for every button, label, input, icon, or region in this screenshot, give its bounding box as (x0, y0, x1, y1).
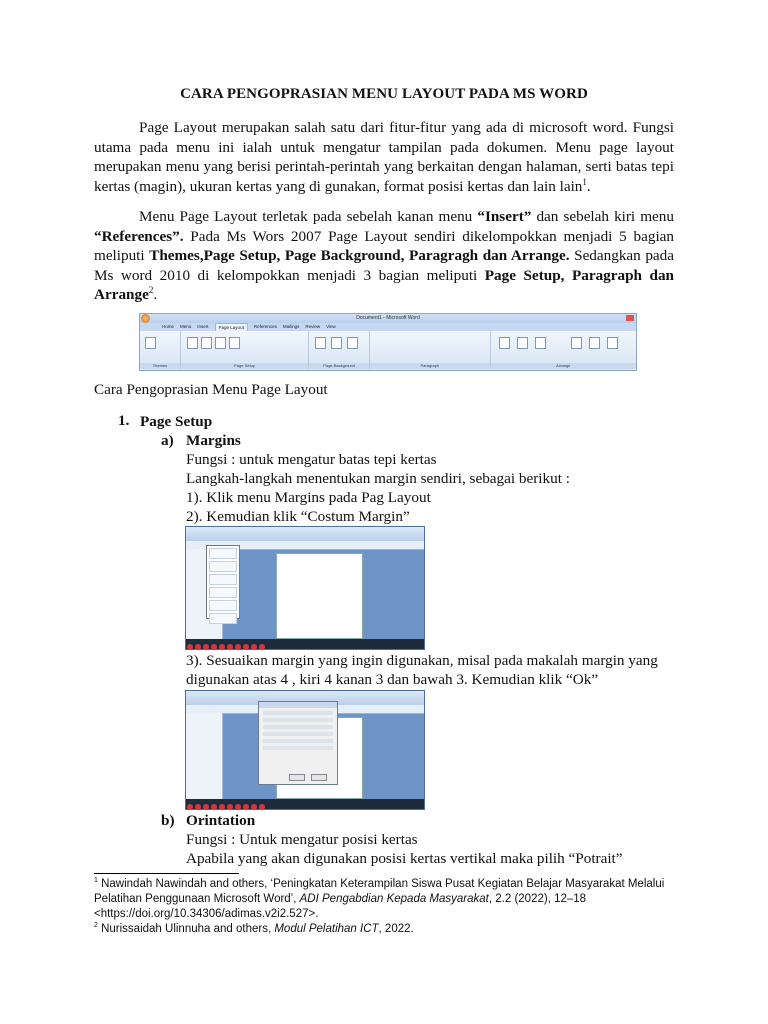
margins-line-1: Fungsi : untuk mengatur batas tepi kertas (186, 451, 437, 468)
groups-2010-term: Page Setup, Paragraph dan Arrange (94, 266, 674, 303)
sublist-marker-a: a) (161, 432, 174, 449)
orientation-icon (201, 337, 212, 349)
ribbon-group-themes: Themes (140, 331, 181, 369)
ribbon-tab: Menu (180, 324, 192, 329)
ribbon-tab: Review (305, 324, 321, 329)
sublist-label-margins: Margins (186, 432, 241, 449)
ribbon-tab: Mailings (282, 324, 300, 329)
screenshot-titlebar (186, 527, 424, 541)
ribbon-title-bar (140, 314, 636, 323)
section-heading: Cara Pengoprasian Menu Page Layout (94, 381, 328, 398)
list-number-1: 1. (118, 412, 130, 429)
page-color-icon (331, 337, 342, 349)
orientation-line-2: Apabila yang akan digunakan posisi kertas vertikal maka pilih “Potrait” (186, 850, 623, 867)
watermark-icon (315, 337, 326, 349)
themes-icon (145, 337, 156, 349)
margins-dropdown-screenshot (185, 526, 425, 650)
paragraph-intro-text: Page Layout merupakan salah satu dari fitur-fitur yang ada di microsoft word. Fungsi utama pada menu ini ialah untuk mengatur tampilan pada dokumen. Menu page layout merupakan menu yang berisi perintah-perintah yang berkaitan dengan halaman, serti batas tepi kertas (magin), ukuran kertas yang di gunakan, format posisi kertas dan lain lain (94, 119, 674, 195)
insert-term: “Insert” (477, 208, 532, 225)
page-borders-icon (347, 337, 358, 349)
size-icon (215, 337, 226, 349)
margins-dropdown (206, 545, 240, 619)
sublist-marker-b: b) (161, 812, 175, 829)
rotate-icon (607, 337, 618, 349)
ribbon-tab: References (253, 324, 277, 329)
page-setup-dialog-screenshot (185, 690, 425, 810)
footnote-separator (94, 873, 239, 874)
paragraph-location: Menu Page Layout terletak pada sebelah kanan menu “Insert” dan sebelah kiri menu “References”. Pada Ms Wors 2007 Page Layout sendiri dikelompokkan menjadi 5 bagian meliputi Themes,Page Setup, Page Background, Paragragh dan Arrange. Sedangkan pada Ms word 2010 di kelompokkan menjadi 3 bagian meliputi Page Setup, Paragraph dan Arrange$^2$. (94, 208, 674, 303)
columns-icon (229, 337, 240, 349)
ribbon-group-arrange: Arrange (491, 331, 636, 369)
ribbon-group-page-setup: Page Setup (181, 331, 309, 369)
sublist-label-orientation: Orintation (186, 812, 256, 829)
footnote-ref-1[interactable]: 1 (582, 176, 587, 187)
ribbon-tab-active: Page Layout (215, 323, 248, 331)
footnote-ref-2[interactable]: 2 (148, 284, 154, 295)
screenshot-taskbar (186, 639, 424, 649)
dialog-ok-button (289, 774, 305, 781)
margins-line-5: 3). Sesuaikan margin yang ingin digunakan, misal pada makalah margin yang digunakan atas 4 , kiri 4 kanan 3 dan bawah 3. Kemudian klik “Ok” (186, 652, 658, 688)
references-term: “References”. (94, 227, 184, 245)
office-button-icon (141, 314, 150, 323)
ribbon-group-paragraph: Paragraph (370, 331, 491, 369)
dialog-cancel-button (311, 774, 327, 781)
group-icon (589, 337, 600, 349)
list-label-page-setup: Page Setup (140, 413, 213, 430)
footnote-2: $^2$ Nurissaidah Ulinnuha and others, Modul Pelatihan ICT, 2022. (94, 922, 414, 935)
ribbon-window-title: Document1 - Microsoft Word (356, 315, 420, 321)
groups-2007-term: Themes,Page Setup, Page Background, Paragragh dan Arrange. (149, 247, 570, 264)
send-back-icon (535, 337, 546, 349)
ribbon-tab: Insert (197, 324, 209, 329)
ribbon-screenshot (139, 313, 637, 371)
margins-line-4: 2). Kemudian klik “Costum Margin” (186, 508, 410, 525)
bring-front-icon (517, 337, 528, 349)
close-window-icon (626, 315, 634, 321)
ribbon-tab: View (326, 324, 336, 329)
footnote-1: $^1$ Nawindah Nawindah and others, ‘Peningkatan Keterampilan Siswa Pusat Kegiatan Belajar Masyarakat Melalui Pelatihan Penggunaan Microsoft Word’, ADI Pengabdian Kepada Masyarakat, 2.2 (2022), 12–18 <https://doi.org/10.34306/adimas.v2i2.527>. (94, 877, 665, 920)
orientation-line-1: Fungsi : Untuk mengatur posisi kertas (186, 831, 418, 848)
paragraph-intro: Page Layout merupakan salah satu dari fitur-fitur yang ada di microsoft word. Fungsi utama pada menu ini ialah untuk mengatur tampilan pada dokumen. Menu page layout merupakan menu yang berisi perintah-perintah yang berkaitan dengan halaman, serti batas tepi kertas (magin), ukuran kertas yang di gunakan, format posisi kertas dan lain lain$^1$. (94, 119, 674, 195)
ribbon-group-page-background: Page Background (309, 331, 370, 369)
ribbon-tabs (140, 323, 636, 331)
margins-icon (187, 337, 198, 349)
margins-line-2: Langkah-langkah menentukan margin sendiri, sebagai berikut : (186, 470, 570, 487)
align-icon (571, 337, 582, 349)
screenshot-document (276, 553, 363, 639)
ribbon-body (140, 331, 636, 369)
margins-line-3: 1). Klik menu Margins pada Pag Layout (186, 489, 431, 506)
position-icon (499, 337, 510, 349)
page-setup-dialog (258, 701, 338, 785)
ribbon-tab: Home (162, 324, 175, 329)
page-title: CARA PENGOPRASIAN MENU LAYOUT PADA MS WORD (180, 86, 588, 102)
